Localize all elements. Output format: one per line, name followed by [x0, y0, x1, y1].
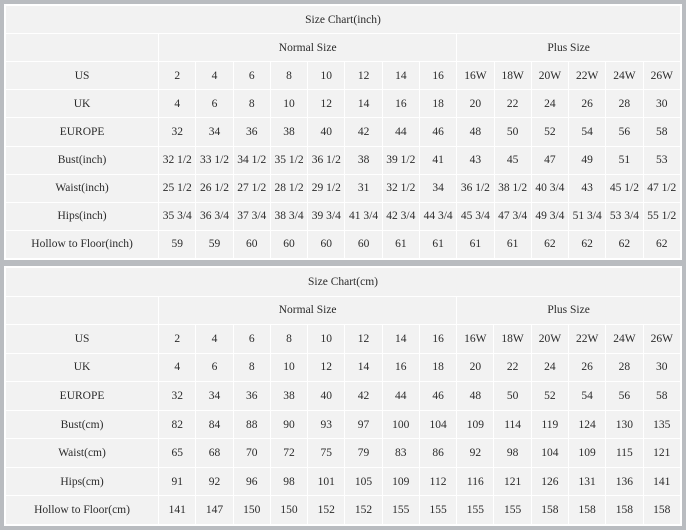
cell: 54	[569, 382, 606, 411]
cell: 48	[457, 118, 494, 146]
cell: 41	[419, 146, 456, 174]
cell: 62	[531, 230, 568, 258]
cell: 36	[233, 118, 270, 146]
group-plus-size: Plus Size	[457, 296, 681, 325]
cell: 124	[569, 410, 606, 439]
cell: 52	[531, 382, 568, 411]
cell: 155	[457, 496, 494, 525]
cell: 28 1/2	[270, 174, 307, 202]
cell: 32	[159, 382, 196, 411]
cell: 54	[569, 118, 606, 146]
table-row	[6, 90, 681, 118]
cell: 32	[159, 118, 196, 146]
cell: 42	[345, 382, 382, 411]
cell: 88	[233, 410, 270, 439]
cell: 79	[345, 439, 382, 468]
cell: 28	[606, 353, 643, 382]
cell: 131	[569, 467, 606, 496]
row-label-bust: Bust(cm)	[6, 410, 159, 439]
corner-cell	[6, 296, 159, 325]
cell: 46	[419, 382, 456, 411]
cell: 6	[233, 62, 270, 90]
cell: 14	[382, 62, 419, 90]
cell: 26W	[643, 325, 680, 354]
cell: 12	[345, 325, 382, 354]
table-row	[6, 62, 681, 90]
cell: 51 3/4	[569, 202, 606, 230]
cell: 6	[196, 90, 233, 118]
size-table-inch	[5, 5, 681, 259]
cell: 34	[419, 174, 456, 202]
cell: 47 3/4	[494, 202, 531, 230]
cell: 43	[457, 146, 494, 174]
cell: 58	[643, 118, 680, 146]
row-label-europe: EUROPE	[6, 382, 159, 411]
cell: 98	[494, 439, 531, 468]
row-label-waist: Waist(cm)	[6, 439, 159, 468]
row-label-hollow-to-floor: Hollow to Floor(inch)	[6, 230, 159, 258]
cell: 155	[419, 496, 456, 525]
cell: 18W	[494, 325, 531, 354]
cell: 155	[494, 496, 531, 525]
cell: 105	[345, 467, 382, 496]
table-row	[6, 439, 681, 468]
table-title-row	[6, 268, 681, 297]
cell: 29 1/2	[308, 174, 345, 202]
cell: 43	[569, 174, 606, 202]
cell: 4	[196, 325, 233, 354]
cell: 14	[345, 90, 382, 118]
cell: 53 3/4	[606, 202, 643, 230]
cell: 158	[569, 496, 606, 525]
cell: 42	[345, 118, 382, 146]
row-label-us: US	[6, 325, 159, 354]
cell: 47	[531, 146, 568, 174]
cell: 12	[308, 90, 345, 118]
cell: 84	[196, 410, 233, 439]
cell: 60	[233, 230, 270, 258]
table-group-row	[6, 34, 681, 62]
cell: 141	[159, 496, 196, 525]
cell: 14	[345, 353, 382, 382]
table-row	[6, 353, 681, 382]
cell: 46	[419, 118, 456, 146]
cell: 26	[569, 353, 606, 382]
cell: 44 3/4	[419, 202, 456, 230]
table-row	[6, 410, 681, 439]
cell: 114	[494, 410, 531, 439]
cell: 115	[606, 439, 643, 468]
cell: 35 1/2	[270, 146, 307, 174]
cell: 41 3/4	[345, 202, 382, 230]
cell: 158	[643, 496, 680, 525]
row-label-uk: UK	[6, 353, 159, 382]
row-label-hips: Hips(inch)	[6, 202, 159, 230]
cell: 40 3/4	[531, 174, 568, 202]
table-row	[6, 202, 681, 230]
cell: 109	[457, 410, 494, 439]
cell: 34 1/2	[233, 146, 270, 174]
table-row	[6, 382, 681, 411]
cell: 50	[494, 118, 531, 146]
cell: 58	[643, 382, 680, 411]
size-table-cm	[5, 267, 681, 525]
row-label-hips: Hips(cm)	[6, 467, 159, 496]
cell: 90	[270, 410, 307, 439]
cell: 4	[159, 353, 196, 382]
row-label-waist: Waist(inch)	[6, 174, 159, 202]
cell: 8	[270, 325, 307, 354]
row-label-uk: UK	[6, 90, 159, 118]
cell: 38	[345, 146, 382, 174]
size-chart-inch	[4, 4, 682, 260]
cell: 20W	[531, 325, 568, 354]
cell: 16W	[457, 325, 494, 354]
cell: 38 1/2	[494, 174, 531, 202]
cell: 24	[531, 90, 568, 118]
cell: 100	[382, 410, 419, 439]
cell: 12	[345, 62, 382, 90]
cell: 47 1/2	[643, 174, 680, 202]
cell: 22	[494, 353, 531, 382]
cell: 56	[606, 118, 643, 146]
cell: 22W	[569, 325, 606, 354]
cell: 61	[419, 230, 456, 258]
cell: 68	[196, 439, 233, 468]
cell: 35 3/4	[159, 202, 196, 230]
cell: 62	[569, 230, 606, 258]
cell: 8	[233, 90, 270, 118]
cell: 72	[270, 439, 307, 468]
table-row	[6, 174, 681, 202]
cell: 36 1/2	[457, 174, 494, 202]
cell: 155	[382, 496, 419, 525]
cell: 26	[569, 90, 606, 118]
cell: 8	[270, 62, 307, 90]
cell: 104	[531, 439, 568, 468]
cell: 83	[382, 439, 419, 468]
cell: 24W	[606, 325, 643, 354]
cell: 2	[159, 62, 196, 90]
table-row	[6, 230, 681, 258]
cell: 59	[159, 230, 196, 258]
cell: 25 1/2	[159, 174, 196, 202]
cell: 61	[494, 230, 531, 258]
cell: 121	[494, 467, 531, 496]
table-group-row	[6, 296, 681, 325]
cell: 44	[382, 118, 419, 146]
cell: 16	[419, 62, 456, 90]
cell: 12	[308, 353, 345, 382]
cell: 121	[643, 439, 680, 468]
table-row	[6, 467, 681, 496]
chart-title: Size Chart(cm)	[6, 268, 681, 297]
cell: 49	[569, 146, 606, 174]
cell: 34	[196, 382, 233, 411]
cell: 18	[419, 90, 456, 118]
cell: 18	[419, 353, 456, 382]
cell: 20	[457, 353, 494, 382]
cell: 39 3/4	[308, 202, 345, 230]
cell: 112	[419, 467, 456, 496]
table-row	[6, 496, 681, 525]
cell: 152	[345, 496, 382, 525]
cell: 32 1/2	[382, 174, 419, 202]
cell: 4	[159, 90, 196, 118]
cell: 92	[457, 439, 494, 468]
cell: 40	[308, 382, 345, 411]
cell: 10	[308, 62, 345, 90]
cell: 16	[382, 353, 419, 382]
cell: 60	[308, 230, 345, 258]
cell: 104	[419, 410, 456, 439]
row-label-bust: Bust(inch)	[6, 146, 159, 174]
cell: 38	[270, 382, 307, 411]
cell: 30	[643, 353, 680, 382]
cell: 26 1/2	[196, 174, 233, 202]
cell: 10	[270, 90, 307, 118]
cell: 91	[159, 467, 196, 496]
cell: 45	[494, 146, 531, 174]
cell: 45 3/4	[457, 202, 494, 230]
cell: 60	[270, 230, 307, 258]
cell: 60	[345, 230, 382, 258]
cell: 31	[345, 174, 382, 202]
cell: 45 1/2	[606, 174, 643, 202]
cell: 150	[233, 496, 270, 525]
row-label-europe: EUROPE	[6, 118, 159, 146]
cell: 20	[457, 90, 494, 118]
cell: 36 3/4	[196, 202, 233, 230]
group-normal-size: Normal Size	[159, 296, 457, 325]
cell: 82	[159, 410, 196, 439]
cell: 48	[457, 382, 494, 411]
cell: 61	[382, 230, 419, 258]
cell: 86	[419, 439, 456, 468]
cell: 119	[531, 410, 568, 439]
cell: 62	[643, 230, 680, 258]
table-row	[6, 146, 681, 174]
cell: 135	[643, 410, 680, 439]
cell: 96	[233, 467, 270, 496]
cell: 152	[308, 496, 345, 525]
cell: 62	[606, 230, 643, 258]
cell: 4	[196, 62, 233, 90]
table-title-row	[6, 6, 681, 34]
group-plus-size: Plus Size	[457, 34, 681, 62]
cell: 39 1/2	[382, 146, 419, 174]
cell: 51	[606, 146, 643, 174]
cell: 36	[233, 382, 270, 411]
cell: 44	[382, 382, 419, 411]
table-row	[6, 325, 681, 354]
cell: 109	[382, 467, 419, 496]
size-chart-cm	[4, 266, 682, 526]
chart-title: Size Chart(inch)	[6, 6, 681, 34]
cell: 92	[196, 467, 233, 496]
cell: 97	[345, 410, 382, 439]
cell: 38 3/4	[270, 202, 307, 230]
cell: 28	[606, 90, 643, 118]
cell: 101	[308, 467, 345, 496]
cell: 158	[606, 496, 643, 525]
cell: 10	[270, 353, 307, 382]
cell: 36 1/2	[308, 146, 345, 174]
cell: 22	[494, 90, 531, 118]
cell: 130	[606, 410, 643, 439]
cell: 53	[643, 146, 680, 174]
cell: 147	[196, 496, 233, 525]
cell: 55 1/2	[643, 202, 680, 230]
cell: 10	[308, 325, 345, 354]
cell: 56	[606, 382, 643, 411]
cell: 27 1/2	[233, 174, 270, 202]
cell: 126	[531, 467, 568, 496]
cell: 37 3/4	[233, 202, 270, 230]
cell: 70	[233, 439, 270, 468]
cell: 18W	[494, 62, 531, 90]
cell: 24	[531, 353, 568, 382]
cell: 6	[233, 325, 270, 354]
table-row	[6, 118, 681, 146]
cell: 49 3/4	[531, 202, 568, 230]
cell: 93	[308, 410, 345, 439]
cell: 33 1/2	[196, 146, 233, 174]
cell: 116	[457, 467, 494, 496]
cell: 52	[531, 118, 568, 146]
cell: 24W	[606, 62, 643, 90]
cell: 75	[308, 439, 345, 468]
cell: 150	[270, 496, 307, 525]
cell: 50	[494, 382, 531, 411]
cell: 61	[457, 230, 494, 258]
cell: 16	[419, 325, 456, 354]
cell: 158	[531, 496, 568, 525]
cell: 98	[270, 467, 307, 496]
cell: 16W	[457, 62, 494, 90]
cell: 34	[196, 118, 233, 146]
cell: 22W	[569, 62, 606, 90]
cell: 14	[382, 325, 419, 354]
cell: 109	[569, 439, 606, 468]
cell: 16	[382, 90, 419, 118]
cell: 141	[643, 467, 680, 496]
cell: 32 1/2	[159, 146, 196, 174]
cell: 65	[159, 439, 196, 468]
cell: 40	[308, 118, 345, 146]
cell: 30	[643, 90, 680, 118]
cell: 38	[270, 118, 307, 146]
corner-cell	[6, 34, 159, 62]
cell: 20W	[531, 62, 568, 90]
cell: 6	[196, 353, 233, 382]
cell: 26W	[643, 62, 680, 90]
cell: 59	[196, 230, 233, 258]
cell: 42 3/4	[382, 202, 419, 230]
cell: 136	[606, 467, 643, 496]
row-label-hollow-to-floor: Hollow to Floor(cm)	[6, 496, 159, 525]
group-normal-size: Normal Size	[159, 34, 457, 62]
row-label-us: US	[6, 62, 159, 90]
cell: 2	[159, 325, 196, 354]
cell: 8	[233, 353, 270, 382]
